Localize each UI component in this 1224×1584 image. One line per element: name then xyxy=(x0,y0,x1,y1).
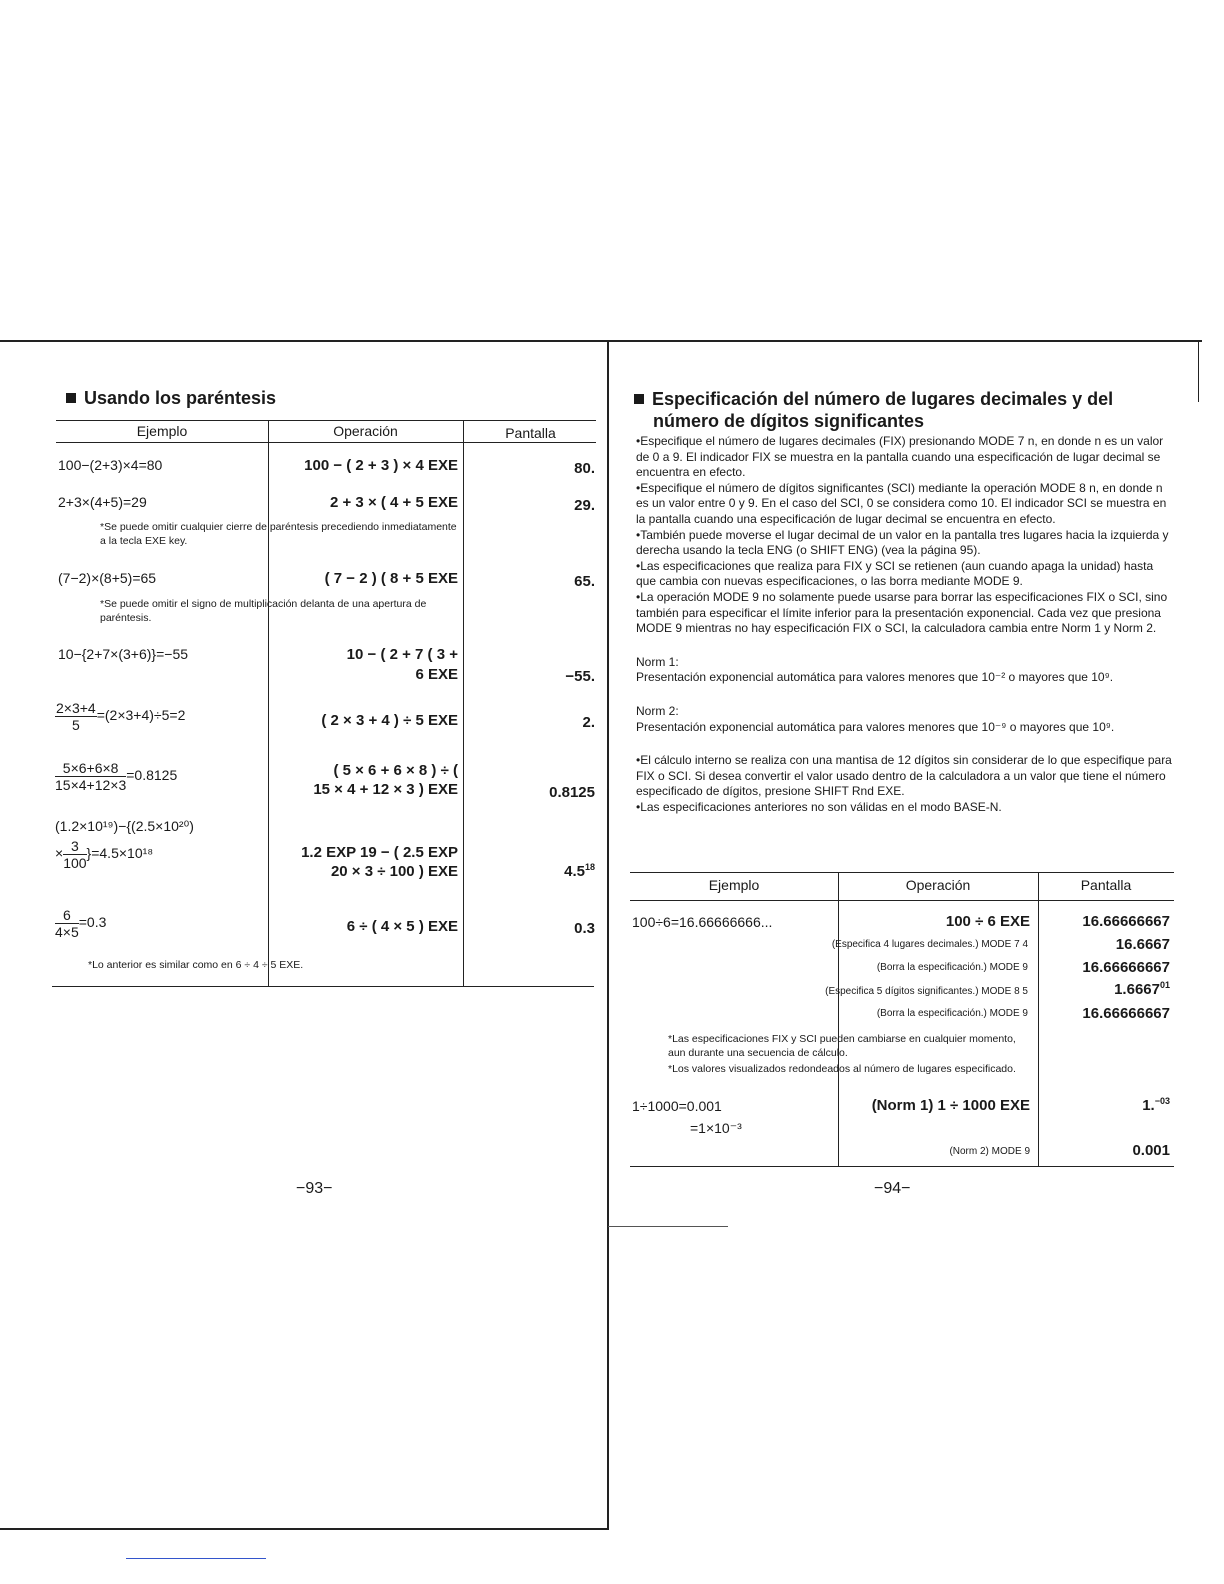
left-row5-pantalla: 2. xyxy=(582,714,595,731)
left-row8-ejemplo: $\frac{6}{4\times 5}$ =0.3 xyxy=(55,907,107,940)
right-sub4: (Borra la especificación.) MODE 9 xyxy=(876,1008,1028,1019)
left-row4-operacion: 10 − ( 2 + 7 ( 3 + xyxy=(346,646,458,663)
right-sub3: (Especifica 5 dígitos significantes.) MODE 8 5 xyxy=(825,986,1028,997)
right-table-note-2: *Los valores visualizados redondeados al número de lugares especificado. xyxy=(668,1063,1016,1075)
left-row5-operacion: ( 2 × 3 + 4 ) ÷ 5 EXE xyxy=(321,712,458,729)
square-bullet-icon xyxy=(634,394,644,404)
left-note-2: *Se puede omitir el signo de multiplicación delanta de una apertura de paréntesis. xyxy=(100,598,427,624)
left-row2-operacion: 2 + 3 × ( 4 + 5 EXE xyxy=(330,494,458,511)
fraction: $\frac{3}{100}$ xyxy=(63,838,87,871)
bullet-retain: •Las especificaciones que realiza para FIX y SCI se retienen (aun cuando apaga la unidad) hasta que cambia con nuevas especificaciones, o las borra mediante MODE 9. xyxy=(636,558,1154,589)
right-page-right-edge xyxy=(1198,342,1199,402)
left-row3-operacion: ( 7 − 2 ) ( 8 + 5 EXE xyxy=(324,570,458,587)
left-row1-pantalla: 80. xyxy=(574,460,595,477)
fraction: $\frac{2\times 3+4}{5}$ xyxy=(56,700,96,733)
norm1-text: Presentación exponencial automática para valores menores que 10⁻² o mayores que 10⁹. xyxy=(636,670,1114,685)
left-row7-pantalla: $4.5^{18}$ xyxy=(564,862,595,880)
right-table-col-divider-1 xyxy=(838,872,839,1166)
right-title-line1: Especificación del número de lugares decimales y del xyxy=(652,389,1114,409)
left-row7-operacion-2: 20 × 3 ÷ 100 ) EXE xyxy=(330,863,458,880)
right-title xyxy=(634,388,1174,432)
right-row1-ejemplo: 100÷6=16.66666666... xyxy=(632,914,773,930)
right-page-bottom-edge xyxy=(608,1226,728,1227)
right-sub2: (Borra la especificación.) MODE 9 xyxy=(876,962,1028,973)
right-table-col-divider-2 xyxy=(1038,872,1039,1166)
left-header-operacion: Operación xyxy=(333,423,398,439)
norm2-label: Norm 2: xyxy=(636,703,679,718)
bullet-internal: •El cálculo interno se realiza con una mantisa de 12 dígitos sin considerar de lo que especifique para FIX o SCI. Si desea convertir el valor usado dentro de la calculadora a un valor que tiene el número especificado de dígitos, presione SHIFT Rnd EXE. xyxy=(636,753,1172,799)
bullet-eng: •También puede moverse el lugar decimal de un valor en la pantalla tres lugares hacia la izquierda y derecha usando la tecla ENG (o SHIFT ENG) (vea la página 95). xyxy=(636,527,1169,558)
right-row3-pantalla: 0.001 xyxy=(1132,1142,1170,1159)
left-row6-operacion-2: 15 × 4 + 12 × 3 ) EXE xyxy=(313,781,458,798)
left-row2-ejemplo: 2+3×(4+5)=29 xyxy=(58,494,147,510)
right-row1-operacion: 100 ÷ 6 EXE xyxy=(945,913,1030,930)
right-page-top-edge xyxy=(612,340,1202,342)
right-res4: 1.6667$^{01}$ xyxy=(1114,980,1170,998)
left-row8-pantalla: 0.3 xyxy=(574,920,595,937)
left-row1-operacion: 100 − ( 2 + 3 ) × 4 EXE xyxy=(304,457,458,474)
fraction: $\frac{5\times 6+6\times 8}{15\times 4+12\times 3}$ xyxy=(55,760,127,793)
left-header-ejemplo: Ejemplo xyxy=(136,423,188,439)
right-row3-operacion: (Norm 2) MODE 9 xyxy=(949,1146,1030,1157)
right-table-note-1: *Las especificaciones FIX y SCI pueden cambiarse en cualquier momento, aun durante una secuencia de cálculo. xyxy=(668,1033,1016,1059)
bullet-norm: •La operación MODE 9 no solamente puede usarse para borrar las especificaciones FIX o SCI, sino también para especificar el límite inferior para la presentación exponencial. Cada vez que presiona MODE 9 mientras no hay especificación FIX o SCI, la calculadora cambia entre Norm 1 y Norm 2. xyxy=(636,589,1168,636)
left-page-number: −93− xyxy=(296,1180,333,1197)
left-row7-ejemplo-line2: × $\frac{3}{100}$ }=4.5×10¹⁸ xyxy=(55,838,154,871)
footer-link-line xyxy=(126,1558,266,1559)
left-table-col-divider-1 xyxy=(268,420,269,986)
right-sub1: (Especifica 4 lugares decimales.) MODE 7 4 xyxy=(831,939,1028,950)
right-header-ejemplo: Ejemplo xyxy=(708,877,760,893)
square-bullet-icon xyxy=(66,393,76,403)
right-body xyxy=(636,434,1172,815)
bullet-sci: •Especifique el número de dígitos significantes (SCI) mediante la operación MODE 8 n, en donde n es un valor entre 0 y 9. En el caso del SCI, 0 se considera como 10. El indicador SCI se muestra en la pantalla cuando una especificación de lugar decimal se encuentra en efecto. xyxy=(636,480,1167,526)
left-note-1: *Se puede omitir cualquier cierre de paréntesis precediendo inmediatamente a la tecla EXE key. xyxy=(100,521,457,547)
fraction: $\frac{6}{4\times 5}$ xyxy=(55,907,79,940)
left-row6-operacion: ( 5 × 6 + 6 × 8 ) ÷ ( xyxy=(333,762,458,779)
left-row5-ejemplo: $\frac{2\times 3+4}{5}$ =(2×3+4)÷5=2 xyxy=(56,700,186,733)
left-row7-ejemplo: (1.2×10¹⁹)−{(2.5×10²⁰) xyxy=(55,818,194,834)
left-row6-ejemplo: $\frac{5\times 6+6\times 8}{15\times 4+12\times 3}$ =0.8125 xyxy=(55,760,178,793)
left-table-bottom-rule xyxy=(52,986,594,987)
left-table-top-rule xyxy=(56,420,596,421)
left-header-pantalla: Pantalla xyxy=(505,425,556,441)
left-row4-ejemplo: 10−{2+7×(3+6)}=−55 xyxy=(58,646,189,662)
right-res3: 16.66666667 xyxy=(1082,959,1170,976)
right-table-bottom-rule xyxy=(630,1166,1174,1167)
left-row4-pantalla: −55. xyxy=(565,668,595,685)
right-title-line2: número de dígitos significantes xyxy=(653,411,925,431)
left-row4-operacion-2: 6 EXE xyxy=(415,666,458,683)
left-row3-ejemplo: (7−2)×(8+5)=65 xyxy=(58,570,157,586)
left-row3-pantalla: 65. xyxy=(574,573,595,590)
left-title xyxy=(66,387,276,409)
left-row7-operacion: 1.2 EXP 19 − ( 2.5 EXP xyxy=(301,844,458,861)
right-table-top-rule xyxy=(630,872,1174,873)
bullet-fix: •Especifique el número de lugares decimales (FIX) presionando MODE 7 n, en donde n es un valor de 0 a 9. El indicador FIX se muestra en la pantalla cuando una especificación de lugar decimal se encuentra en efecto. xyxy=(636,434,1164,480)
left-row6-pantalla: 0.8125 xyxy=(549,784,595,801)
right-row2-ejemplo-b: =1×10⁻³ xyxy=(690,1120,742,1136)
right-header-operacion: Operación xyxy=(905,877,971,893)
right-res5: 16.66666667 xyxy=(1082,1005,1170,1022)
left-table-header-rule xyxy=(56,442,596,443)
right-row1-pantalla: 16.66666667 xyxy=(1082,913,1170,930)
right-row2-ejemplo: 1÷1000=0.001 xyxy=(632,1098,722,1114)
bullet-basen: •Las especificaciones anteriores no son válidas en el modo BASE-N. xyxy=(636,799,1002,814)
right-table-header-rule xyxy=(630,900,1174,901)
left-row2-pantalla: 29. xyxy=(574,497,595,514)
left-table-col-divider-2 xyxy=(463,420,464,986)
norm2-text: Presentación exponencial automática para valores menores que 10⁻⁹ o mayores que 10⁹. xyxy=(636,719,1115,734)
right-row2-pantalla: 1.$^{-03}$ xyxy=(1142,1096,1170,1114)
left-note-3: *Lo anterior es similar como en 6 ÷ 4 ÷ 5 EXE. xyxy=(88,959,304,971)
right-res2: 16.6667 xyxy=(1115,936,1170,953)
right-page-number: −94− xyxy=(874,1180,911,1197)
right-row2-operacion: (Norm 1) 1 ÷ 1000 EXE xyxy=(871,1097,1030,1114)
left-page-bottom-edge xyxy=(0,1528,608,1530)
left-title-text: Usando los paréntesis xyxy=(84,388,277,408)
left-row8-operacion: 6 ÷ ( 4 × 5 ) EXE xyxy=(346,918,458,935)
right-header-pantalla: Pantalla xyxy=(1080,877,1132,893)
norm1-label: Norm 1: xyxy=(636,654,679,669)
left-row1-ejemplo: 100−(2+3)×4=80 xyxy=(58,457,163,473)
center-fold xyxy=(607,340,609,1530)
left-page-top-edge xyxy=(0,340,612,342)
